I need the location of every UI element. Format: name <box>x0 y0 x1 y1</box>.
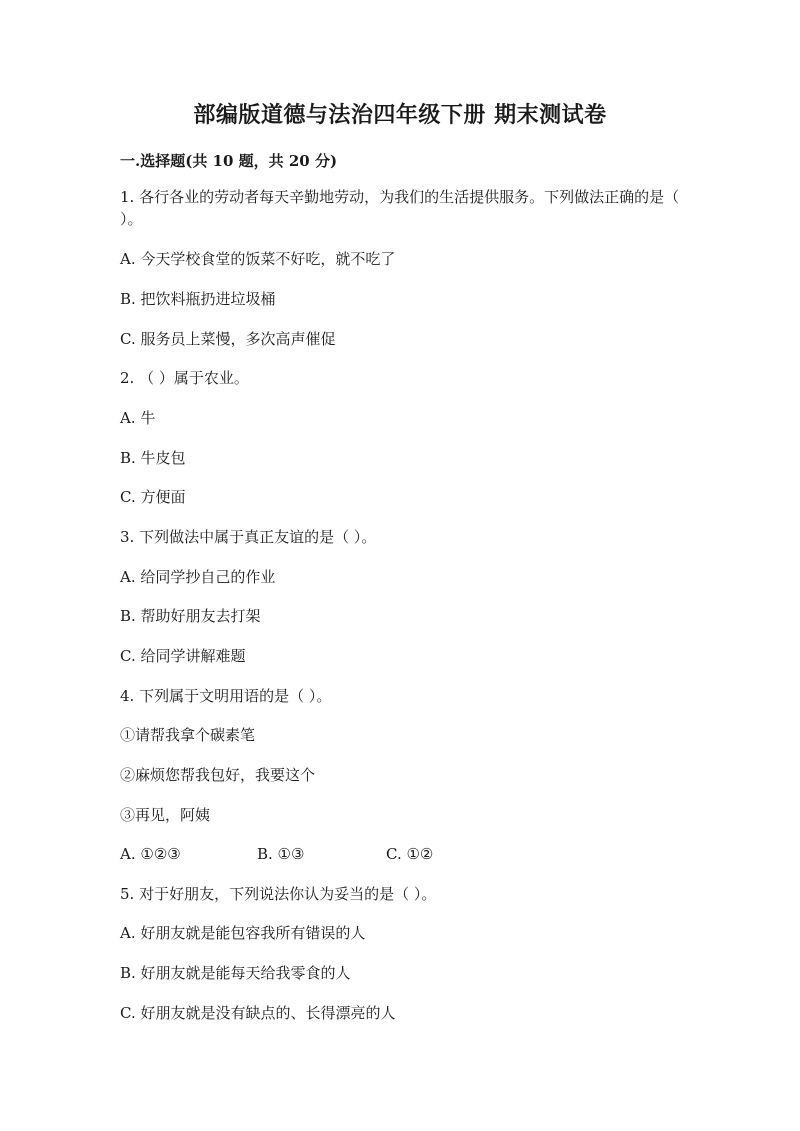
question-3-option-b: B. 帮助好朋友去打架 <box>120 607 261 625</box>
question-2-option-a: A. 牛 <box>120 409 156 427</box>
question-4-item-3: ③再见，阿姨 <box>120 806 211 824</box>
question-2-option-c: C. 方便面 <box>120 488 186 506</box>
question-5-option-a: A. 好朋友就是能包容我所有错误的人 <box>120 924 366 942</box>
question-1-option-b: B. 把饮料瓶扔进垃圾桶 <box>120 290 276 308</box>
question-2-option-b: B. 牛皮包 <box>120 449 186 467</box>
question-5-option-c: C. 好朋友就是没有缺点的、长得漂亮的人 <box>120 1004 396 1022</box>
question-4-stem: 4. 下列属于文明用语的是（ ）。 <box>120 687 332 705</box>
page-title: 部编版道德与法治四年级下册 期末测试卷 <box>193 102 607 128</box>
question-4-option-b: B. ①③ <box>257 845 305 863</box>
section-heading: 一.选择题(共 10 题，共 20 分) <box>120 152 338 170</box>
question-5-stem: 5. 对于好朋友，下列说法你认为妥当的是（ ）。 <box>120 885 437 903</box>
question-3-option-c: C. 给同学讲解难题 <box>120 647 246 665</box>
question-1-option-a: A. 今天学校食堂的饭菜不好吃，就不吃了 <box>120 250 396 268</box>
question-4-option-c: C. ①② <box>386 845 434 863</box>
question-1-stem: 1. 各行各业的劳动者每天辛勤地劳动，为我们的生活提供服务。下列做法正确的是（ ）。 <box>120 188 680 228</box>
question-5-option-b: B. 好朋友就是能每天给我零食的人 <box>120 964 351 982</box>
question-3-option-a: A. 给同学抄自己的作业 <box>120 568 276 586</box>
question-2-stem: 2. （ ）属于农业。 <box>120 369 249 387</box>
question-4-item-1: ①请帮我拿个碳素笔 <box>120 726 256 744</box>
question-1-option-c: C. 服务员上菜慢，多次高声催促 <box>120 330 336 348</box>
question-3-stem: 3. 下列做法中属于真正友谊的是（ ）。 <box>120 528 377 546</box>
question-4-option-a: A. ①②③ <box>120 845 181 863</box>
question-4-item-2: ②麻烦您帮我包好，我要这个 <box>120 766 316 784</box>
